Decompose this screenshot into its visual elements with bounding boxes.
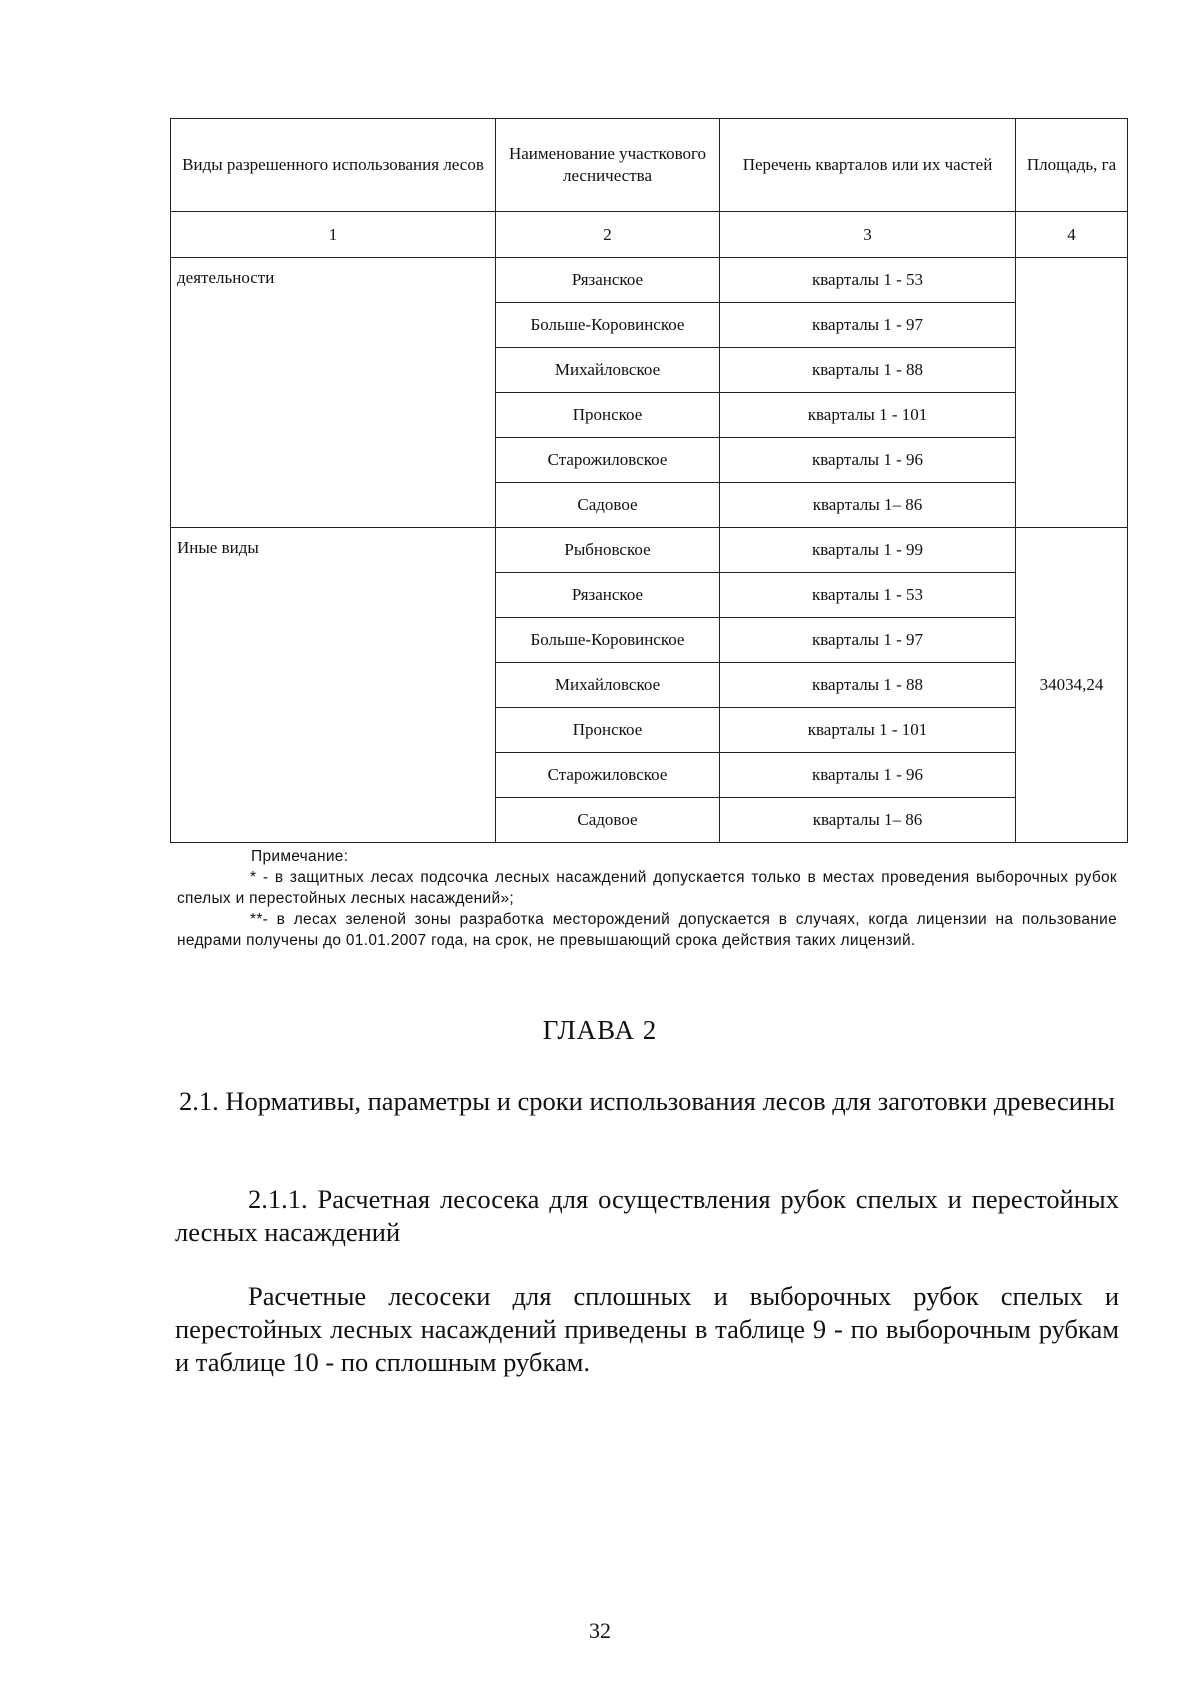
quarters-cell: кварталы 1 - 88 — [720, 663, 1016, 708]
paragraph-text: Расчетные лесосеки для сплошных и выборочных рубок спелых и перестойных лесных насаждений приведены в таблице 9 - по выборочным рубкам и таблице 10 - по сплошным рубкам. — [175, 1281, 1119, 1377]
quarters-cell: кварталы 1 - 101 — [720, 393, 1016, 438]
quarters-cell: кварталы 1 - 99 — [720, 528, 1016, 573]
table-column-numbers-row — [171, 212, 1128, 258]
forestry-cell: Старожиловское — [496, 753, 720, 798]
subsection-text: 2.1.1. Расчетная лесосека для осуществления рубок спелых и перестойных лесных насаждений — [175, 1184, 1119, 1247]
forestry-cell: Рязанское — [496, 573, 720, 618]
subsection-heading — [175, 1183, 1119, 1249]
quarters-cell: кварталы 1– 86 — [720, 798, 1016, 843]
forestry-cell: Рязанское — [496, 258, 720, 303]
table-header-row — [171, 119, 1128, 212]
notes-title: Примечание: — [251, 848, 349, 865]
forestry-cell: Пронское — [496, 708, 720, 753]
header-forestry: Наименование участкового лесничества — [496, 119, 720, 212]
table-notes — [177, 846, 1117, 951]
forestry-cell: Михайловское — [496, 663, 720, 708]
header-quarters: Перечень кварталов или их частей — [720, 119, 1016, 212]
area-cell: 34034,24 — [1016, 528, 1128, 843]
area-cell — [1016, 258, 1128, 528]
column-number: 3 — [720, 212, 1016, 258]
section-heading: 2.1. Нормативы, параметры и сроки использования лесов для заготовки древесины — [179, 1086, 1115, 1116]
forest-use-table-wrapper — [170, 118, 1128, 843]
note-item — [177, 909, 1117, 951]
forestry-cell: Больше-Коровинское — [496, 303, 720, 348]
quarters-cell: кварталы 1– 86 — [720, 483, 1016, 528]
quarters-cell: кварталы 1 - 101 — [720, 708, 1016, 753]
quarters-cell: кварталы 1 - 97 — [720, 618, 1016, 663]
forestry-cell: Садовое — [496, 483, 720, 528]
chapter-heading: ГЛАВА 2 — [542, 1015, 658, 1045]
page-number: 32 — [589, 1618, 611, 1643]
use-kind-cell: деятельности — [171, 258, 496, 528]
note-text: **- в лесах зеленой зоны разработка месторождений допускается в случаях, когда лицензии на пользование недрами получены до 01.01.2007 года, на срок, не превышающий срока действия таких лицензий. — [177, 911, 1117, 949]
note-item — [177, 867, 1117, 909]
quarters-cell: кварталы 1 - 88 — [720, 348, 1016, 393]
quarters-cell: кварталы 1 - 97 — [720, 303, 1016, 348]
forestry-cell: Михайловское — [496, 348, 720, 393]
quarters-cell: кварталы 1 - 96 — [720, 438, 1016, 483]
forestry-cell: Больше-Коровинское — [496, 618, 720, 663]
header-area: Площадь, га — [1016, 119, 1128, 212]
quarters-cell: кварталы 1 - 96 — [720, 753, 1016, 798]
forest-use-table — [170, 118, 1128, 843]
use-kind-cell: Иные виды — [171, 528, 496, 843]
forestry-cell: Пронское — [496, 393, 720, 438]
forestry-cell: Старожиловское — [496, 438, 720, 483]
column-number: 1 — [171, 212, 496, 258]
forestry-cell: Садовое — [496, 798, 720, 843]
column-number: 4 — [1016, 212, 1128, 258]
quarters-cell: кварталы 1 - 53 — [720, 573, 1016, 618]
table-row — [171, 258, 1128, 303]
column-number: 2 — [496, 212, 720, 258]
quarters-cell: кварталы 1 - 53 — [720, 258, 1016, 303]
table-row — [171, 528, 1128, 573]
body-paragraph — [175, 1280, 1119, 1379]
header-use-kind: Виды разрешенного использования лесов — [171, 119, 496, 212]
forestry-cell: Рыбновское — [496, 528, 720, 573]
note-text: * - в защитных лесах подсочка лесных насаждений допускается только в местах проведения выборочных рубок спелых и перестойных лесных насаждений»; — [177, 869, 1117, 907]
